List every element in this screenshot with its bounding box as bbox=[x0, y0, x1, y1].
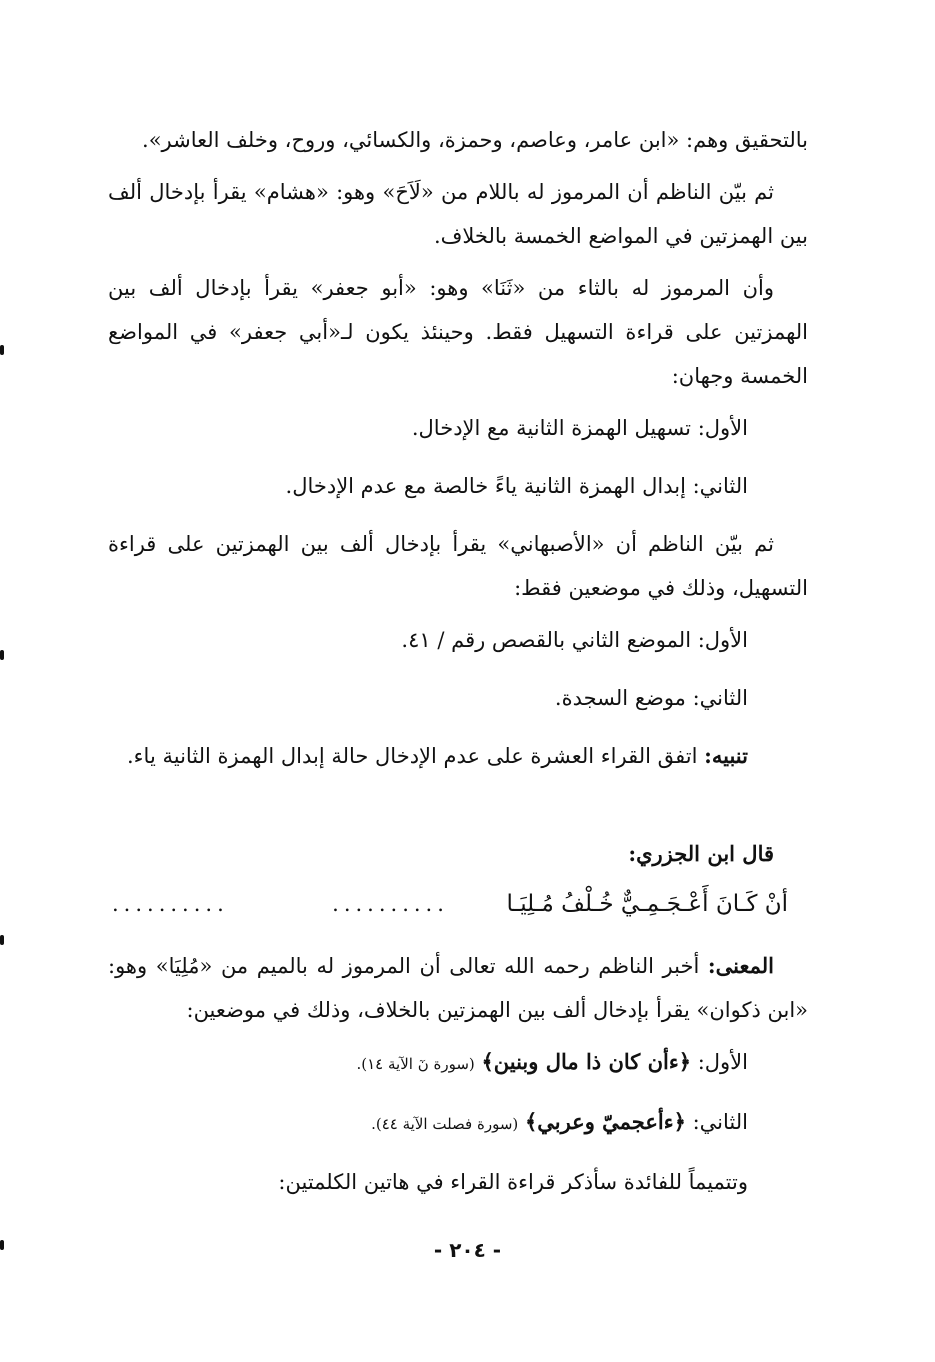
margin-mark bbox=[0, 935, 4, 945]
poem-verse bbox=[108, 882, 808, 926]
margin-mark bbox=[0, 650, 4, 660]
list-item-first-mawdi: الأول: الموضع الثاني بالقصص رقم / ٤١. bbox=[401, 628, 748, 652]
closing-line: وتتميماً للفائدة سأذكر قراءة القراء في هاتين الكلمتين: bbox=[278, 1170, 748, 1194]
margin-mark bbox=[0, 345, 4, 355]
paragraph-asbahani: ثم بيّن الناظم أن «الأصبهاني» يقرأ بإدخال ألف بين الهمزتين على قراءة التسهيل، وذلك في موضعين فقط: bbox=[108, 532, 808, 600]
first-example-ref: (سورة نٓ الآية ١٤). bbox=[356, 1055, 475, 1073]
list-item-second-mawdi: الثاني: موضع السجدة. bbox=[554, 686, 748, 710]
meaning-first-example bbox=[108, 1040, 808, 1086]
meaning-label: المعنى: bbox=[707, 953, 774, 978]
tanbih-note bbox=[108, 734, 808, 778]
quote-heading: قال ابن الجزري: bbox=[628, 841, 774, 866]
verse-text: أنْ كَـانَ أَعْـجَـمِـيٌّ خُـلْفُ مُـلِيَـا bbox=[506, 891, 788, 917]
verse-dots-left: .......... bbox=[112, 892, 229, 916]
first-example-label: الأول: bbox=[697, 1050, 748, 1074]
tanbih-text: اتفق القراء العشرة على عدم الإدخال حالة إبدال الهمزة الثانية ياء. bbox=[127, 744, 698, 768]
paragraph-abu-jafar: وأن المرموز له بالثاء من «ثَنَا» وهو: «أبو جعفر» يقرأ بإدخال ألف بين الهمزتين على قراءة التسهيل فقط. وحينئذ يكون لـ«أبي جعفر» في المواضع الخمسة وجهان: bbox=[108, 276, 808, 388]
second-example-label: الثاني: bbox=[692, 1110, 748, 1134]
verse-dots-right: .......... bbox=[332, 892, 449, 916]
list-item-second-wajh: الثاني: إبدال الهمزة الثانية ياءً خالصة مع عدم الإدخال. bbox=[285, 474, 748, 498]
meaning-second-example bbox=[108, 1100, 808, 1146]
tanbih-label: تنبيه: bbox=[704, 743, 748, 768]
second-example-quote: ﴿ءأعجميّ وعربي﴾ bbox=[524, 1109, 686, 1134]
paragraph-hisham: ثم بيّن الناظم أن المرموز له باللام من «لَاَحَ» وهو: «هشام» يقرأ بإدخال ألف بين الهمزتين في المواضع الخمسة بالخلاف. bbox=[108, 180, 808, 248]
meaning-paragraph bbox=[108, 944, 808, 1032]
second-example-ref: (سورة فصلت الآية ٤٤). bbox=[371, 1115, 519, 1133]
page-number: - ٢٠٤ - bbox=[433, 1238, 502, 1262]
margin-mark bbox=[0, 1240, 4, 1250]
verse-dots bbox=[108, 882, 507, 926]
paragraph-tahqiq: بالتحقيق وهم: «ابن عامر، وعاصم، وحمزة، والكسائي، وروح، وخلف العاشر». bbox=[142, 128, 808, 152]
page-body bbox=[108, 118, 808, 1218]
meaning-text: أخبر الناظم رحمه الله تعالى أن المرموز له بالميم من «مُلِيَا» وهو: «ابن ذكوان» يقرأ بإدخال ألف بين الهمزتين بالخلاف، وذلك في موضعين: bbox=[108, 954, 808, 1022]
list-item-first-wajh: الأول: تسهيل الهمزة الثانية مع الإدخال. bbox=[411, 416, 748, 440]
first-example-quote: ﴿ءأن كان ذا مال وبنين﴾ bbox=[481, 1049, 692, 1074]
